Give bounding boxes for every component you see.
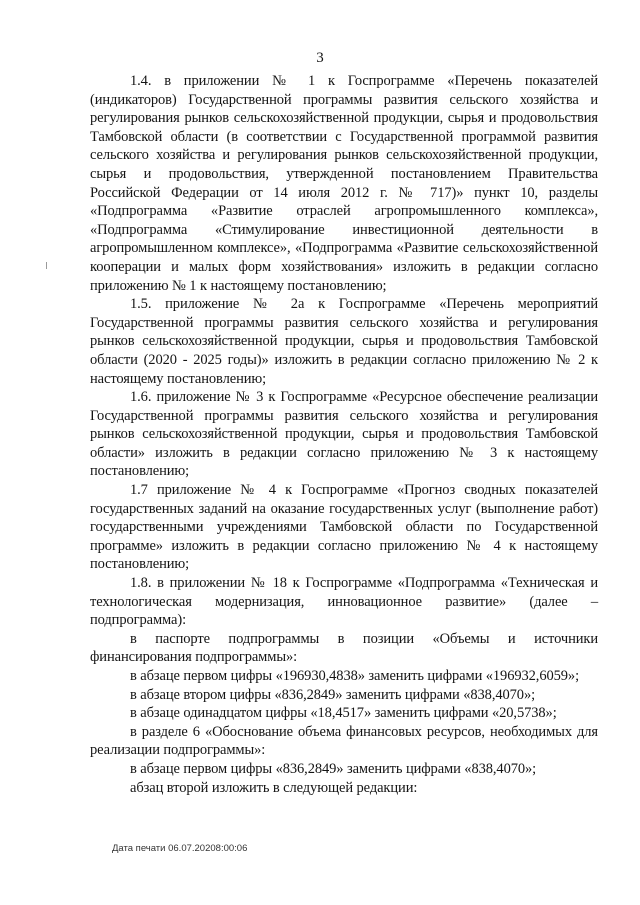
paragraph-section-6: в разделе 6 «Обоснование объема финансовых ресурсов, необходимых для реализации подпрограммы»:	[90, 723, 598, 759]
paragraph-eleventh-abzac: в абзаце одинадцатом цифры «18,4517» заменить цифрами «20,5738»;	[130, 705, 557, 722]
paragraph-first-abzac: в абзаце первом цифры «196930,4838» заменить цифрами «196932,6059»;	[130, 668, 580, 684]
margin-mark	[46, 262, 47, 269]
paragraph-passport: в паспорте подпрограммы в позиции «Объемы и источники финансирования подпрограммы»:	[90, 630, 598, 666]
paragraph-1-7: 1.7 приложение № 4 к Госпрограмме «Прогноз сводных показателей государственных заданий на оказание государственных услуг (выполнение работ) государственными учреждениями Тамбовской области по Государственной программе» изложить в редакции согласно приложению № 4 к настоящему постановлению;	[90, 482, 598, 573]
paragraph-second-abzac-new-edition: абзац второй изложить в следующей редакции:	[130, 779, 418, 796]
paragraph-section-6-first-abzac: в абзаце первом цифры «836,2849» заменить цифрами «838,4070»;	[130, 760, 537, 777]
paragraph-1-8: 1.8. в приложении № 18 к Госпрограмме «Подпрограмма «Техническая и технологическая модернизация, инновационное развитие» (далее – подпрограмма):	[90, 575, 598, 629]
paragraph-1-5: 1.5. приложение № 2а к Госпрограмме «Перечень мероприятий Государственной программы развития сельского хозяйства и регулирования рынков сельскохозяйственной продукции, сырья и продовольствия Тамбовской области (2020 - 2025 годы)» изложить в редакции согласно приложению № 2 к настоящему постановлению;	[90, 296, 598, 387]
paragraph-1-6: 1.6. приложение № 3 к Госпрограмме «Ресурсное обеспечение реализации Государственной программы развития сельского хозяйства и регулирования рынков сельскохозяйственной продукции, сырья и продовольствия Тамбовской области» изложить в редакции согласно приложению № 3 к настоящему постановлению;	[90, 389, 598, 480]
paragraph-second-abzac: в абзаце втором цифры «836,2849» заменить цифрами «838,4070»;	[130, 686, 536, 703]
document-body	[90, 72, 598, 797]
page-number: 3	[316, 50, 324, 66]
print-date-footer: Дата печати 06.07.20208:00:06	[112, 843, 248, 854]
paragraph-1-4: 1.4. в приложении № 1 к Госпрограмме «Перечень показателей (индикаторов) Государственной программы развития сельского хозяйства и регулирования рынков сельскохозяйственной продукции, сырья и продовольствия Тамбовской области (в соответствии с Государственной программой развития сельского хозяйства и регулирования рынков сельскохозяйственной продукции, сырья и продовольствия, утвержденной постановлением Правительства Российской Федерации от 14 июля 2012 г. № 717)» пункт 10, разделы «Подпрограмма «Развитие отраслей агропромышленного комплекса», «Подпрограмма «Стимулирование инвестиционной деятельности в агропромышленном комплексе», «Подпрограмма «Развитие сельскохозяйственной кооперации и малых форм хозяйствования» изложить в редакции согласно приложению № 1 к настоящему постановлению;	[90, 73, 598, 294]
